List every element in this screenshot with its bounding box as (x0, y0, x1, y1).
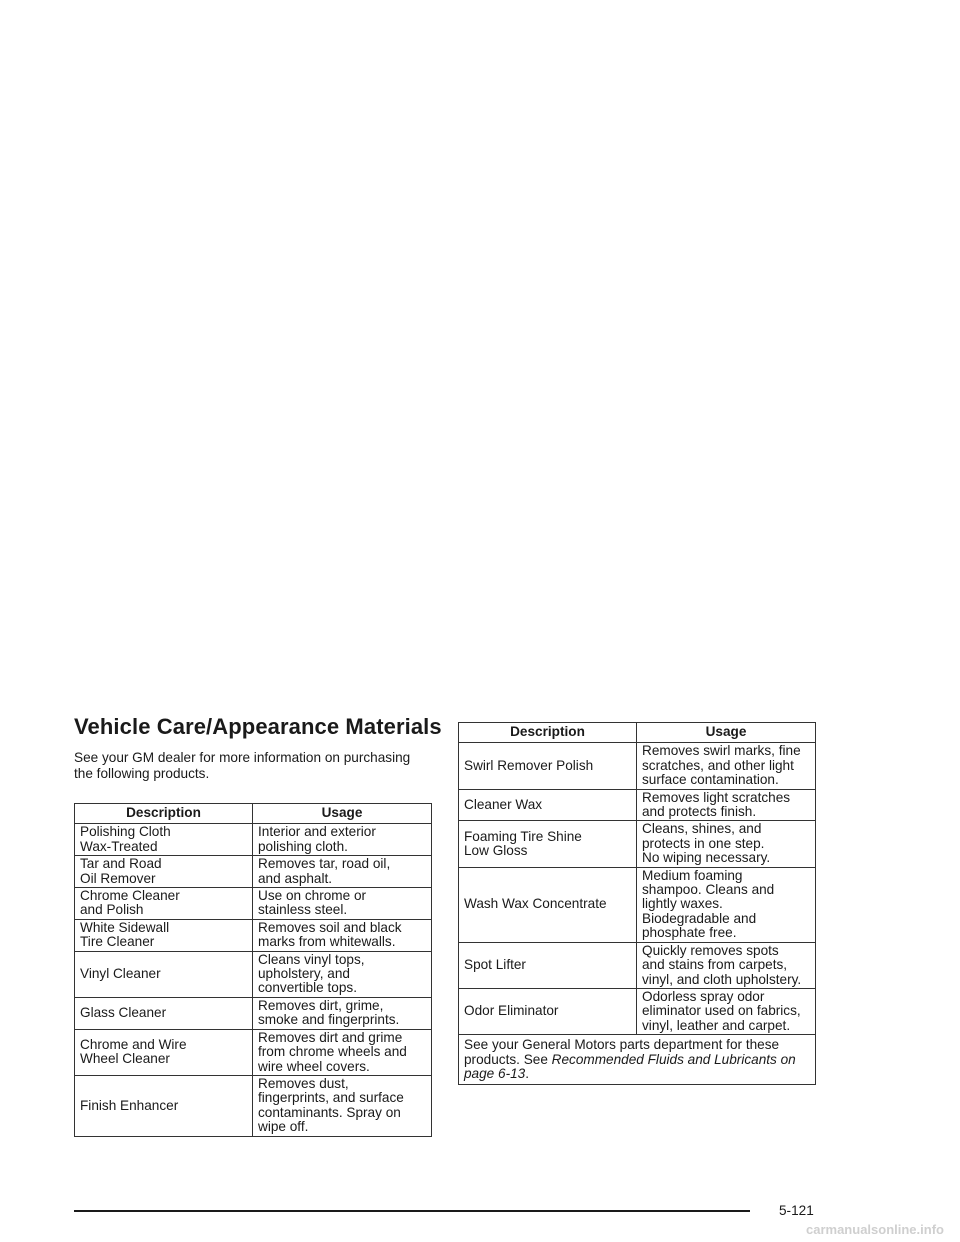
description-line: and Polish (80, 902, 144, 918)
table-note-row (459, 1035, 816, 1085)
page-reference-link[interactable]: page 6-13 (464, 1065, 526, 1081)
usage-line: Removes swirl marks, fine (642, 743, 801, 759)
usage-line: Removes light scratches (642, 789, 791, 805)
usage-line: and stains from carpets, (642, 957, 788, 973)
usage-line: Use on chrome or (258, 888, 367, 904)
usage-line: wipe off. (258, 1119, 309, 1135)
usage-line: marks from whitewalls. (258, 934, 396, 950)
usage-line: eliminator used on fabrics, (642, 1003, 801, 1019)
table-row (459, 789, 816, 821)
product-description (75, 888, 253, 920)
usage-line: vinyl, leather and carpet. (642, 1017, 791, 1033)
intro-line-1: See your GM dealer for more information on purchasing (74, 750, 411, 765)
usage-line: Interior and exterior (258, 824, 376, 840)
table-row (75, 1029, 432, 1075)
product-description (75, 856, 253, 888)
table-row (75, 951, 432, 997)
description-line: Wheel Cleaner (80, 1051, 170, 1067)
usage-line: from chrome wheels and (258, 1044, 407, 1060)
usage-line: phosphate free. (642, 925, 737, 941)
left-table-body (75, 824, 432, 1136)
product-usage (637, 988, 816, 1034)
description-line: Oil Remover (80, 870, 156, 886)
product-usage (253, 997, 432, 1029)
product-usage (637, 743, 816, 789)
usage-line: polishing cloth. (258, 838, 348, 854)
intro-line-2: the following products. (74, 766, 210, 781)
table-row (459, 867, 816, 942)
note-line-2-prefix: products. See (464, 1051, 552, 1067)
usage-line: lightly waxes. (642, 896, 723, 912)
description-line: Low Gloss (464, 843, 528, 859)
usage-line: Odorless spray odor (642, 988, 765, 1004)
products-table-left (74, 803, 432, 1137)
product-description (459, 789, 637, 821)
description-line: Cleaner Wax (464, 796, 543, 812)
description-line: Spot Lifter (464, 957, 526, 973)
table-row (459, 743, 816, 789)
product-description (459, 821, 637, 867)
usage-line: Cleans vinyl tops, (258, 951, 365, 967)
usage-line: Biodegradable and (642, 910, 757, 926)
product-description (459, 867, 637, 942)
header-description: Description (75, 804, 253, 824)
table-header-row (75, 804, 432, 824)
description-line: Swirl Remover Polish (464, 757, 594, 773)
usage-line: stainless steel. (258, 902, 348, 918)
description-line: Foaming Tire Shine (464, 828, 582, 844)
usage-line: Removes tar, road oil, (258, 856, 391, 872)
usage-line: smoke and fingerprints. (258, 1012, 400, 1028)
table-row (75, 888, 432, 920)
description-line: Wax-Treated (80, 838, 158, 854)
note-line-1: See your General Motors parts department for these (464, 1037, 780, 1053)
watermark-text: carmanualsonline.info (806, 1222, 944, 1237)
products-table-right (458, 722, 816, 1085)
usage-line: contaminants. Spray on (258, 1104, 401, 1120)
usage-line: upholstery, and (258, 966, 350, 982)
usage-line: Medium foaming (642, 867, 743, 883)
usage-line: and asphalt. (258, 870, 333, 886)
product-usage (253, 919, 432, 951)
table-header-row (459, 723, 816, 743)
product-description (75, 919, 253, 951)
usage-line: Removes dirt, grime, (258, 997, 384, 1013)
right-table-body (459, 743, 816, 1035)
header-usage: Usage (253, 804, 432, 824)
usage-line: Cleans, shines, and (642, 821, 762, 837)
usage-line: wire wheel covers. (258, 1058, 370, 1074)
product-usage (253, 824, 432, 856)
note-suffix: . (525, 1065, 530, 1081)
description-line: White Sidewall (80, 919, 170, 935)
product-usage (253, 856, 432, 888)
table-row (75, 919, 432, 951)
product-description (75, 997, 253, 1029)
table-row (459, 942, 816, 988)
description-line: Chrome Cleaner (80, 888, 180, 904)
table-row (75, 1075, 432, 1136)
page-number: 5-121 (779, 1203, 814, 1218)
table-note (459, 1035, 816, 1085)
product-description (75, 951, 253, 997)
product-description (459, 988, 637, 1034)
table-row (75, 997, 432, 1029)
product-usage (253, 1075, 432, 1136)
usage-line: and protects finish. (642, 804, 757, 820)
recommended-fluids-link[interactable]: Recommended Fluids and Lubricants on (551, 1051, 796, 1067)
description-line: Glass Cleaner (80, 1005, 167, 1021)
product-usage (637, 821, 816, 867)
product-usage (637, 942, 816, 988)
description-line: Tar and Road (80, 856, 162, 872)
footer-rule (74, 1210, 750, 1212)
table-row (459, 821, 816, 867)
product-usage (253, 1029, 432, 1075)
description-line: Tire Cleaner (80, 934, 155, 950)
usage-line: shampoo. Cleans and (642, 882, 775, 898)
usage-line: scratches, and other light (642, 757, 794, 773)
header-usage: Usage (637, 723, 816, 743)
intro-paragraph (74, 750, 436, 782)
usage-line: No wiping necessary. (642, 850, 771, 866)
usage-line: convertible tops. (258, 980, 357, 996)
description-line: Vinyl Cleaner (80, 966, 161, 982)
description-line: Wash Wax Concentrate (464, 896, 607, 912)
usage-line: Removes soil and black (258, 919, 402, 935)
section-title: Vehicle Care/Appearance Materials (74, 714, 442, 739)
description-line: Polishing Cloth (80, 824, 171, 840)
table-row (459, 988, 816, 1034)
usage-line: fingerprints, and surface (258, 1090, 404, 1106)
table-row (75, 824, 432, 856)
usage-line: Quickly removes spots (642, 942, 779, 958)
usage-line: surface contamination. (642, 772, 779, 788)
product-description (459, 942, 637, 988)
product-usage (637, 867, 816, 942)
product-description (75, 1075, 253, 1136)
usage-line: Removes dirt and grime (258, 1029, 403, 1045)
product-usage (253, 888, 432, 920)
product-usage (637, 789, 816, 821)
product-description (459, 743, 637, 789)
table-row (75, 856, 432, 888)
header-description: Description (459, 723, 637, 743)
description-line: Chrome and Wire (80, 1036, 187, 1052)
usage-line: protects in one step. (642, 835, 765, 851)
usage-line: vinyl, and cloth upholstery. (642, 971, 802, 987)
product-description (75, 1029, 253, 1075)
product-description (75, 824, 253, 856)
product-usage (253, 951, 432, 997)
description-line: Finish Enhancer (80, 1097, 179, 1113)
usage-line: Removes dust, (258, 1075, 349, 1091)
description-line: Odor Eliminator (464, 1003, 559, 1019)
